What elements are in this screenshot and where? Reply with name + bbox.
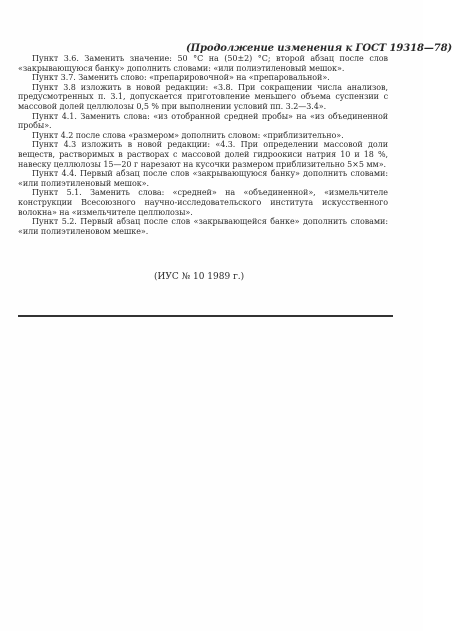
horizontal-divider (18, 315, 393, 317)
amendment-paragraph: Пункт 4.2 после слова «размером» дополнить словом: «приблизительно». (32, 130, 344, 140)
continuation-header: (Продолжение изменения к ГОСТ 19318—78) (186, 43, 452, 54)
amendment-paragraph: Пункт 4.3 изложить в новой редакции: «4.3. При определении массовой доли веществ, растворимых в растворах с массовой долей гидроокиси натрия 10 и 18 %, навеску целлюлозы 15—20 г нарезают на кусочки размером приблизительно 5×5 мм». (18, 140, 388, 169)
amendment-paragraph: Пункт 3.6. Заменить значение: 50 °С на (50±2) °С; второй абзац после слов «закрывающуюся банку» дополнить словами: «или полиэтиленовый мешок». (18, 54, 388, 73)
amendment-paragraph: Пункт 4.1. Заменить слова: «из отобранной средней пробы» на «из объединенной пробы». (18, 111, 388, 131)
amendment-paragraph: Пункт 3.7. Заменить слово: «препарировочной» на «препаровальной». (32, 73, 330, 83)
amendment-paragraph: Пункт 3.8 изложить в новой редакции: «3.8. При сокращении числа анализов, предусмотренных п. 3.1, допускается приготовление меньшего объема суспензии с массовой долей целлюлозы 0,5 % при выполнении условий пп. 3.2—3.4». (18, 82, 388, 111)
issue-reference: (ИУС № 10 1989 г.) (154, 272, 245, 282)
amendment-paragraph: Пункт 5.2. Первый абзац после слов «закрывающейся банке» дополнить словами: «или полиэтиленовом мешке». (18, 217, 388, 236)
amendment-paragraph: Пункт 5.1. Заменить слова: «средней» на «объединенной», «измельчителе конструкции Всесоюзного научно-исследовательского института искусственного волокна» на «измельчителе целлюлозы». (18, 188, 388, 217)
amendment-paragraph: Пункт 4.4. Первый абзац после слов «закрывающуюся банку» дополнить словами: «или полиэтиленовый мешок». (18, 169, 388, 188)
amendment-body (18, 54, 388, 236)
